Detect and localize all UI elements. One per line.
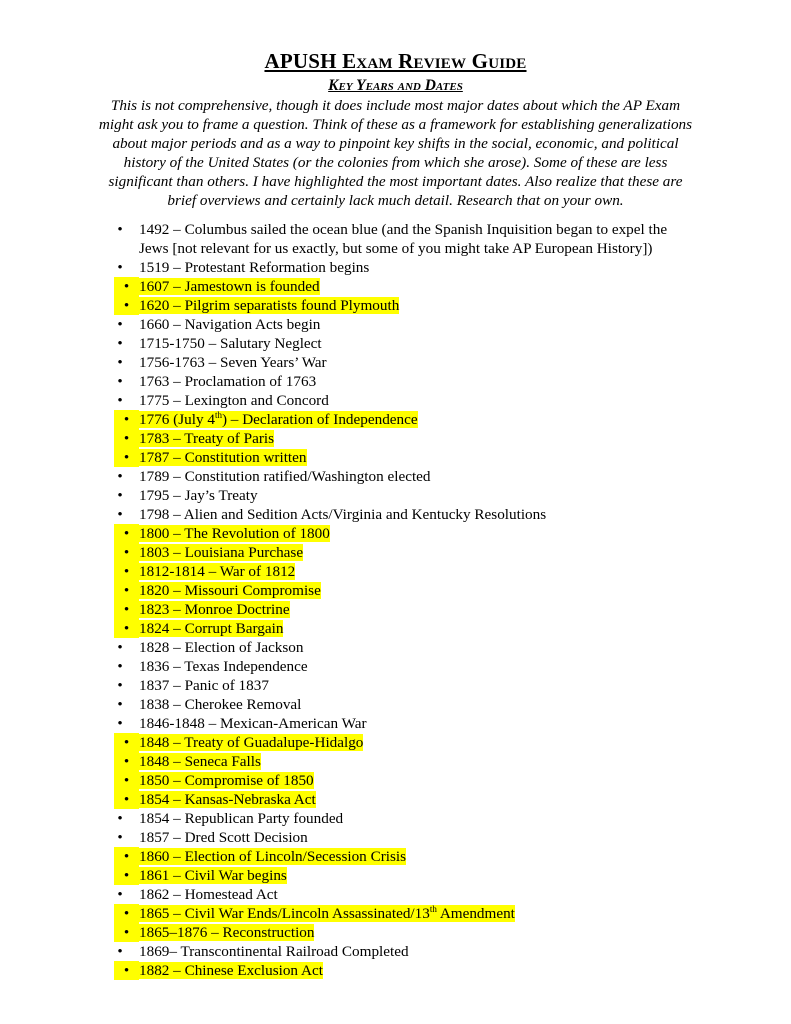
bullet-icon: • bbox=[117, 335, 123, 352]
bullet-icon: • bbox=[114, 429, 139, 448]
date-item bbox=[0, 353, 791, 372]
date-item-text: 1789 – Constitution ratified/Washington elected bbox=[139, 468, 431, 485]
date-item-text: 1848 – Seneca Falls bbox=[139, 753, 261, 770]
date-item-highlighted bbox=[0, 923, 791, 942]
date-item-text: 1803 – Louisiana Purchase bbox=[139, 544, 304, 561]
date-item bbox=[0, 885, 791, 904]
bullet-icon: • bbox=[114, 904, 139, 923]
page-title: APUSH Exam Review Guide bbox=[264, 49, 527, 73]
date-item bbox=[0, 942, 791, 961]
date-item-text: 1838 – Cherokee Removal bbox=[139, 696, 302, 713]
bullet-icon: • bbox=[114, 277, 139, 296]
date-item-text: 1837 – Panic of 1837 bbox=[139, 677, 269, 694]
date-item bbox=[0, 714, 791, 733]
bullet-icon: • bbox=[114, 410, 139, 429]
bullet-icon: • bbox=[114, 562, 139, 581]
date-item-highlighted bbox=[0, 277, 791, 296]
date-item-text: 1775 – Lexington and Concord bbox=[139, 392, 329, 409]
date-item-text: 1861 – Civil War begins bbox=[139, 867, 287, 884]
bullet-icon: • bbox=[117, 221, 123, 238]
bullet-icon: • bbox=[114, 543, 139, 562]
date-item-text: 1800 – The Revolution of 1800 bbox=[139, 525, 330, 542]
bullet-icon: • bbox=[114, 296, 139, 315]
date-item-text bbox=[139, 411, 418, 428]
date-item bbox=[0, 486, 791, 505]
date-item-text: 1869– Transcontinental Railroad Completed bbox=[139, 943, 409, 960]
date-item-text: 1882 – Chinese Exclusion Act bbox=[139, 962, 323, 979]
date-item-text: 1854 – Republican Party founded bbox=[139, 810, 344, 827]
date-item-highlighted bbox=[0, 524, 791, 543]
bullet-icon: • bbox=[114, 524, 139, 543]
date-item-highlighted bbox=[0, 296, 791, 315]
bullet-icon: • bbox=[117, 373, 123, 390]
bullet-icon: • bbox=[117, 886, 123, 903]
date-item-text: 1787 – Constitution written bbox=[139, 449, 307, 466]
bullet-icon: • bbox=[114, 771, 139, 790]
date-item-highlighted bbox=[0, 847, 791, 866]
date-item-text: 1865–1876 – Reconstruction bbox=[139, 924, 315, 941]
bullet-icon: • bbox=[117, 829, 123, 846]
date-item-highlighted bbox=[0, 904, 791, 923]
date-item-text: 1848 – Treaty of Guadalupe-Hidalgo bbox=[139, 734, 364, 751]
date-item-text-post: ) – Declaration of Independence bbox=[221, 411, 418, 428]
date-item-text: 1795 – Jay’s Treaty bbox=[139, 487, 258, 504]
date-item bbox=[0, 505, 791, 524]
date-item-text: 1519 – Protestant Reformation begins bbox=[139, 259, 370, 276]
date-item bbox=[0, 809, 791, 828]
date-item bbox=[0, 828, 791, 847]
date-item bbox=[0, 258, 791, 277]
date-item-highlighted bbox=[0, 562, 791, 581]
page-subtitle: Key Years and Dates bbox=[328, 77, 463, 94]
bullet-icon: • bbox=[114, 581, 139, 600]
bullet-icon: • bbox=[114, 961, 139, 980]
date-item-highlighted bbox=[0, 448, 791, 467]
date-item-highlighted bbox=[0, 866, 791, 885]
bullet-icon: • bbox=[117, 696, 123, 713]
bullet-icon: • bbox=[117, 677, 123, 694]
date-item bbox=[0, 467, 791, 486]
date-item-highlighted bbox=[0, 790, 791, 809]
bullet-icon: • bbox=[114, 866, 139, 885]
date-item-text: 1798 – Alien and Sedition Acts/Virginia and Kentucky Resolutions bbox=[139, 506, 547, 523]
date-item bbox=[0, 220, 791, 258]
intro-paragraph: This is not comprehensive, though it does include most major dates about which the AP Exam might ask you to frame a question. Think of these as a framework for establishing generalizations about major periods and as a way to pinpoint key shifts in the social, economic, and political history of the United States (or the colonies from which she arose). Some of these are less significant than others. I have highlighted the most important dates. Also realize that these are brief overviews and certainly lack much detail. Research that on your own. bbox=[98, 97, 693, 209]
bullet-icon: • bbox=[114, 847, 139, 866]
date-item-highlighted bbox=[0, 429, 791, 448]
date-item-text: 1620 – Pilgrim separatists found Plymouth bbox=[139, 297, 400, 314]
date-item-text: 1854 – Kansas-Nebraska Act bbox=[139, 791, 316, 808]
date-item-highlighted bbox=[0, 619, 791, 638]
date-item-highlighted bbox=[0, 410, 791, 429]
date-item bbox=[0, 334, 791, 353]
date-item-text-post: Amendment bbox=[436, 905, 515, 922]
bullet-icon: • bbox=[117, 639, 123, 656]
bullet-icon: • bbox=[114, 752, 139, 771]
date-item bbox=[0, 657, 791, 676]
date-item bbox=[0, 391, 791, 410]
bullet-icon: • bbox=[114, 448, 139, 467]
date-item-text: 1756-1763 – Seven Years’ War bbox=[139, 354, 327, 371]
date-item-text: 1660 – Navigation Acts begin bbox=[139, 316, 321, 333]
bullet-icon: • bbox=[117, 468, 123, 485]
date-item-text: 1846-1848 – Mexican-American War bbox=[139, 715, 367, 732]
bullet-icon: • bbox=[117, 715, 123, 732]
key-dates-list bbox=[0, 220, 791, 980]
date-item-text: 1836 – Texas Independence bbox=[139, 658, 308, 675]
date-item-text: 1492 – Columbus sailed the ocean blue (and the Spanish Inquisition began to expel the Jews [not relevant for us exactly, but some of you might take AP European History]) bbox=[139, 221, 668, 257]
date-item-text: 1828 – Election of Jackson bbox=[139, 639, 304, 656]
date-item-highlighted bbox=[0, 733, 791, 752]
date-item-highlighted bbox=[0, 543, 791, 562]
bullet-icon: • bbox=[117, 658, 123, 675]
date-item-highlighted bbox=[0, 600, 791, 619]
date-item-text: 1824 – Corrupt Bargain bbox=[139, 620, 284, 637]
date-item-text: 1812-1814 – War of 1812 bbox=[139, 563, 296, 580]
bullet-icon: • bbox=[117, 316, 123, 333]
date-item-text: 1862 – Homestead Act bbox=[139, 886, 278, 903]
date-item-highlighted bbox=[0, 771, 791, 790]
bullet-icon: • bbox=[117, 392, 123, 409]
bullet-icon: • bbox=[117, 259, 123, 276]
bullet-icon: • bbox=[117, 487, 123, 504]
date-item-text: 1820 – Missouri Compromise bbox=[139, 582, 321, 599]
date-item bbox=[0, 676, 791, 695]
date-item-text-pre: 1776 (July 4 bbox=[139, 411, 215, 428]
bullet-icon: • bbox=[114, 923, 139, 942]
date-item bbox=[0, 638, 791, 657]
date-item-text: 1860 – Election of Lincoln/Secession Crisis bbox=[139, 848, 407, 865]
bullet-icon: • bbox=[117, 354, 123, 371]
date-item-text: 1823 – Monroe Doctrine bbox=[139, 601, 290, 618]
bullet-icon: • bbox=[114, 619, 139, 638]
bullet-icon: • bbox=[114, 790, 139, 809]
date-item bbox=[0, 315, 791, 334]
bullet-icon: • bbox=[114, 733, 139, 752]
bullet-icon: • bbox=[114, 600, 139, 619]
date-item-text: 1715-1750 – Salutary Neglect bbox=[139, 335, 322, 352]
date-item bbox=[0, 695, 791, 714]
date-item bbox=[0, 372, 791, 391]
date-item-text: 1607 – Jamestown is founded bbox=[139, 278, 320, 295]
date-item-highlighted bbox=[0, 752, 791, 771]
bullet-icon: • bbox=[117, 943, 123, 960]
ordinal-superscript: th bbox=[214, 409, 222, 420]
date-item-text-pre: 1865 – Civil War Ends/Lincoln Assassinated/13 bbox=[139, 905, 430, 922]
date-item-highlighted bbox=[0, 961, 791, 980]
date-item-text: 1763 – Proclamation of 1763 bbox=[139, 373, 317, 390]
bullet-icon: • bbox=[117, 506, 123, 523]
date-item-text: 1857 – Dred Scott Decision bbox=[139, 829, 308, 846]
bullet-icon: • bbox=[117, 810, 123, 827]
date-item-text bbox=[139, 905, 515, 922]
date-item-text: 1783 – Treaty of Paris bbox=[139, 430, 275, 447]
date-item-text: 1850 – Compromise of 1850 bbox=[139, 772, 314, 789]
ordinal-superscript: th bbox=[429, 903, 437, 914]
date-item-highlighted bbox=[0, 581, 791, 600]
